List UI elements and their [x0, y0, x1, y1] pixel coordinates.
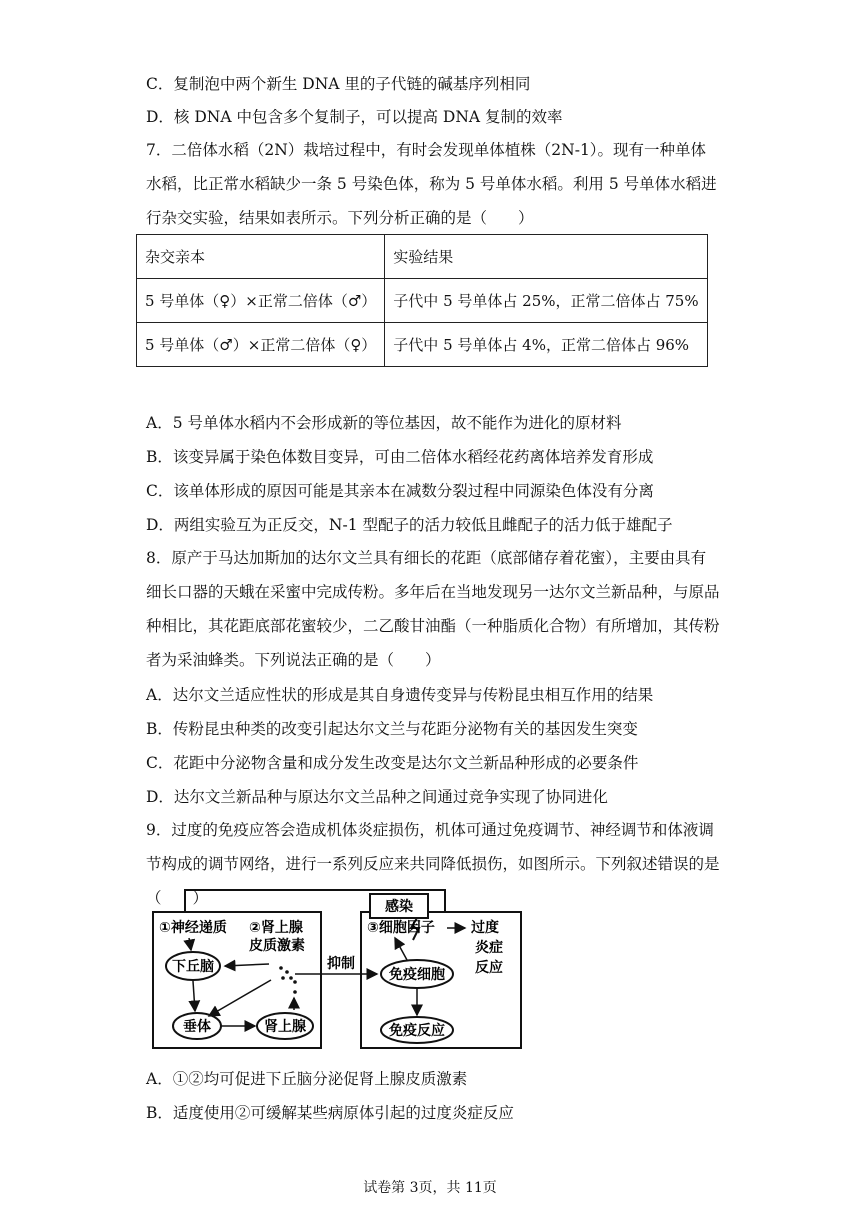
hormone-label-2: 皮质激素 [249, 938, 305, 954]
q7-option-d: D．两组实验互为正反交，N-1 型配子的活力较低且雌配子的活力低于雄配子 [146, 516, 673, 534]
immune-cell-label: 免疫细胞 [389, 967, 445, 983]
table-cell: 5 号单体（♂）×正常二倍体（♀） [137, 323, 385, 367]
option-d6: D．核 DNA 中包含多个复制子，可以提高 DNA 复制的效率 [146, 108, 563, 126]
hybrid-table [136, 234, 708, 367]
table-row [137, 279, 708, 323]
table-header: 杂交亲本 [137, 235, 385, 279]
option-c6: C．复制泡中两个新生 DNA 里的子代链的碱基序列相同 [146, 75, 531, 93]
table-header-row [137, 235, 708, 279]
q7-option-a: A．5 号单体水稻内不会形成新的等位基因，故不能作为进化的原材料 [146, 414, 622, 432]
hypothalamus-label: 下丘脑 [172, 959, 214, 975]
question-7-stem: 7．二倍体水稻（2N）栽培过程中，有时会发现单体植株（2N-1）。现有一种单体水稻，比正常水稻缺少一条 5 号染色体，称为 5 号单体水稻。利用 5 号单体水稻进行杂交实验，结果如表所示。下列分析正确的是（ ） [146, 141, 717, 227]
neurotransmitter-label: ①神经递质 [159, 920, 227, 936]
table-header: 实验结果 [385, 235, 707, 279]
immune-response-label: 免疫反应 [389, 1023, 445, 1039]
hormone-label-1: ②肾上腺 [249, 920, 303, 936]
question-9-stem: 9．过度的免疫应答会造成机体炎症损伤，机体可通过免疫调节、神经调节和体液调节构成的调节网络，进行一系列反应来共同降低损伤，如图所示。下列叙述错误的是（ ） [146, 821, 720, 907]
q8-option-a: A．达尔文兰适应性状的形成是其自身遗传变异与传粉昆虫相互作用的结果 [146, 686, 654, 704]
table-row [137, 323, 708, 367]
cytokine-label: ③细胞因子 [367, 920, 435, 936]
q9-option-b: B．适度使用②可缓解某些病原体引起的过度炎症反应 [146, 1104, 514, 1122]
inflammation-label-2: 炎症 [475, 940, 503, 956]
infection-label: 感染 [385, 899, 413, 915]
page-footer: 试卷第 3页，共 11页 [363, 1180, 497, 1196]
q8-option-c: C．花距中分泌物含量和成分发生改变是达尔文兰新品种形成的必要条件 [146, 754, 639, 772]
q8-option-d: D．达尔文兰新品种与原达尔文兰品种之间通过竞争实现了协同进化 [146, 788, 608, 806]
inflammation-label-1: 过度 [471, 920, 499, 936]
q8-option-b: B．传粉昆虫种类的改变引起达尔文兰与花距分泌物有关的基因发生突变 [146, 720, 638, 738]
inhibit-label: 抑制 [327, 956, 355, 972]
q7-option-b: B．该变异属于染色体数目变异，可由二倍体水稻经花药离体培养发育形成 [146, 448, 654, 466]
hormone-dots [279, 966, 297, 994]
adrenal-label: 肾上腺 [264, 1019, 306, 1035]
inflammation-label-3: 反应 [475, 960, 503, 976]
q7-option-c: C．该单体形成的原因可能是其亲本在减数分裂过程中同源染色体没有分离 [146, 482, 654, 500]
q9-option-a: A．①②均可促进下丘脑分泌促肾上腺皮质激素 [146, 1070, 468, 1088]
table-cell: 子代中 5 号单体占 25%，正常二倍体占 75% [385, 279, 707, 323]
table-cell: 5 号单体（♀）×正常二倍体（♂） [137, 279, 385, 323]
pituitary-label: 垂体 [183, 1019, 211, 1035]
question-8-stem: 8．原产于马达加斯加的达尔文兰具有细长的花距（底部储存着花蜜），主要由具有细长口器的天蛾在采蜜中完成传粉。多年后在当地发现另一达尔文兰新品种，与原品种相比，其花距底部花蜜较少，二乙酸甘油酯（一种脂质化合物）有所增加，其传粉者为采油蜂类。下列说法正确的是（ ） [146, 549, 720, 669]
regulation-diagram [145, 886, 525, 1052]
table-cell: 子代中 5 号单体占 4%，正常二倍体占 96% [385, 323, 707, 367]
